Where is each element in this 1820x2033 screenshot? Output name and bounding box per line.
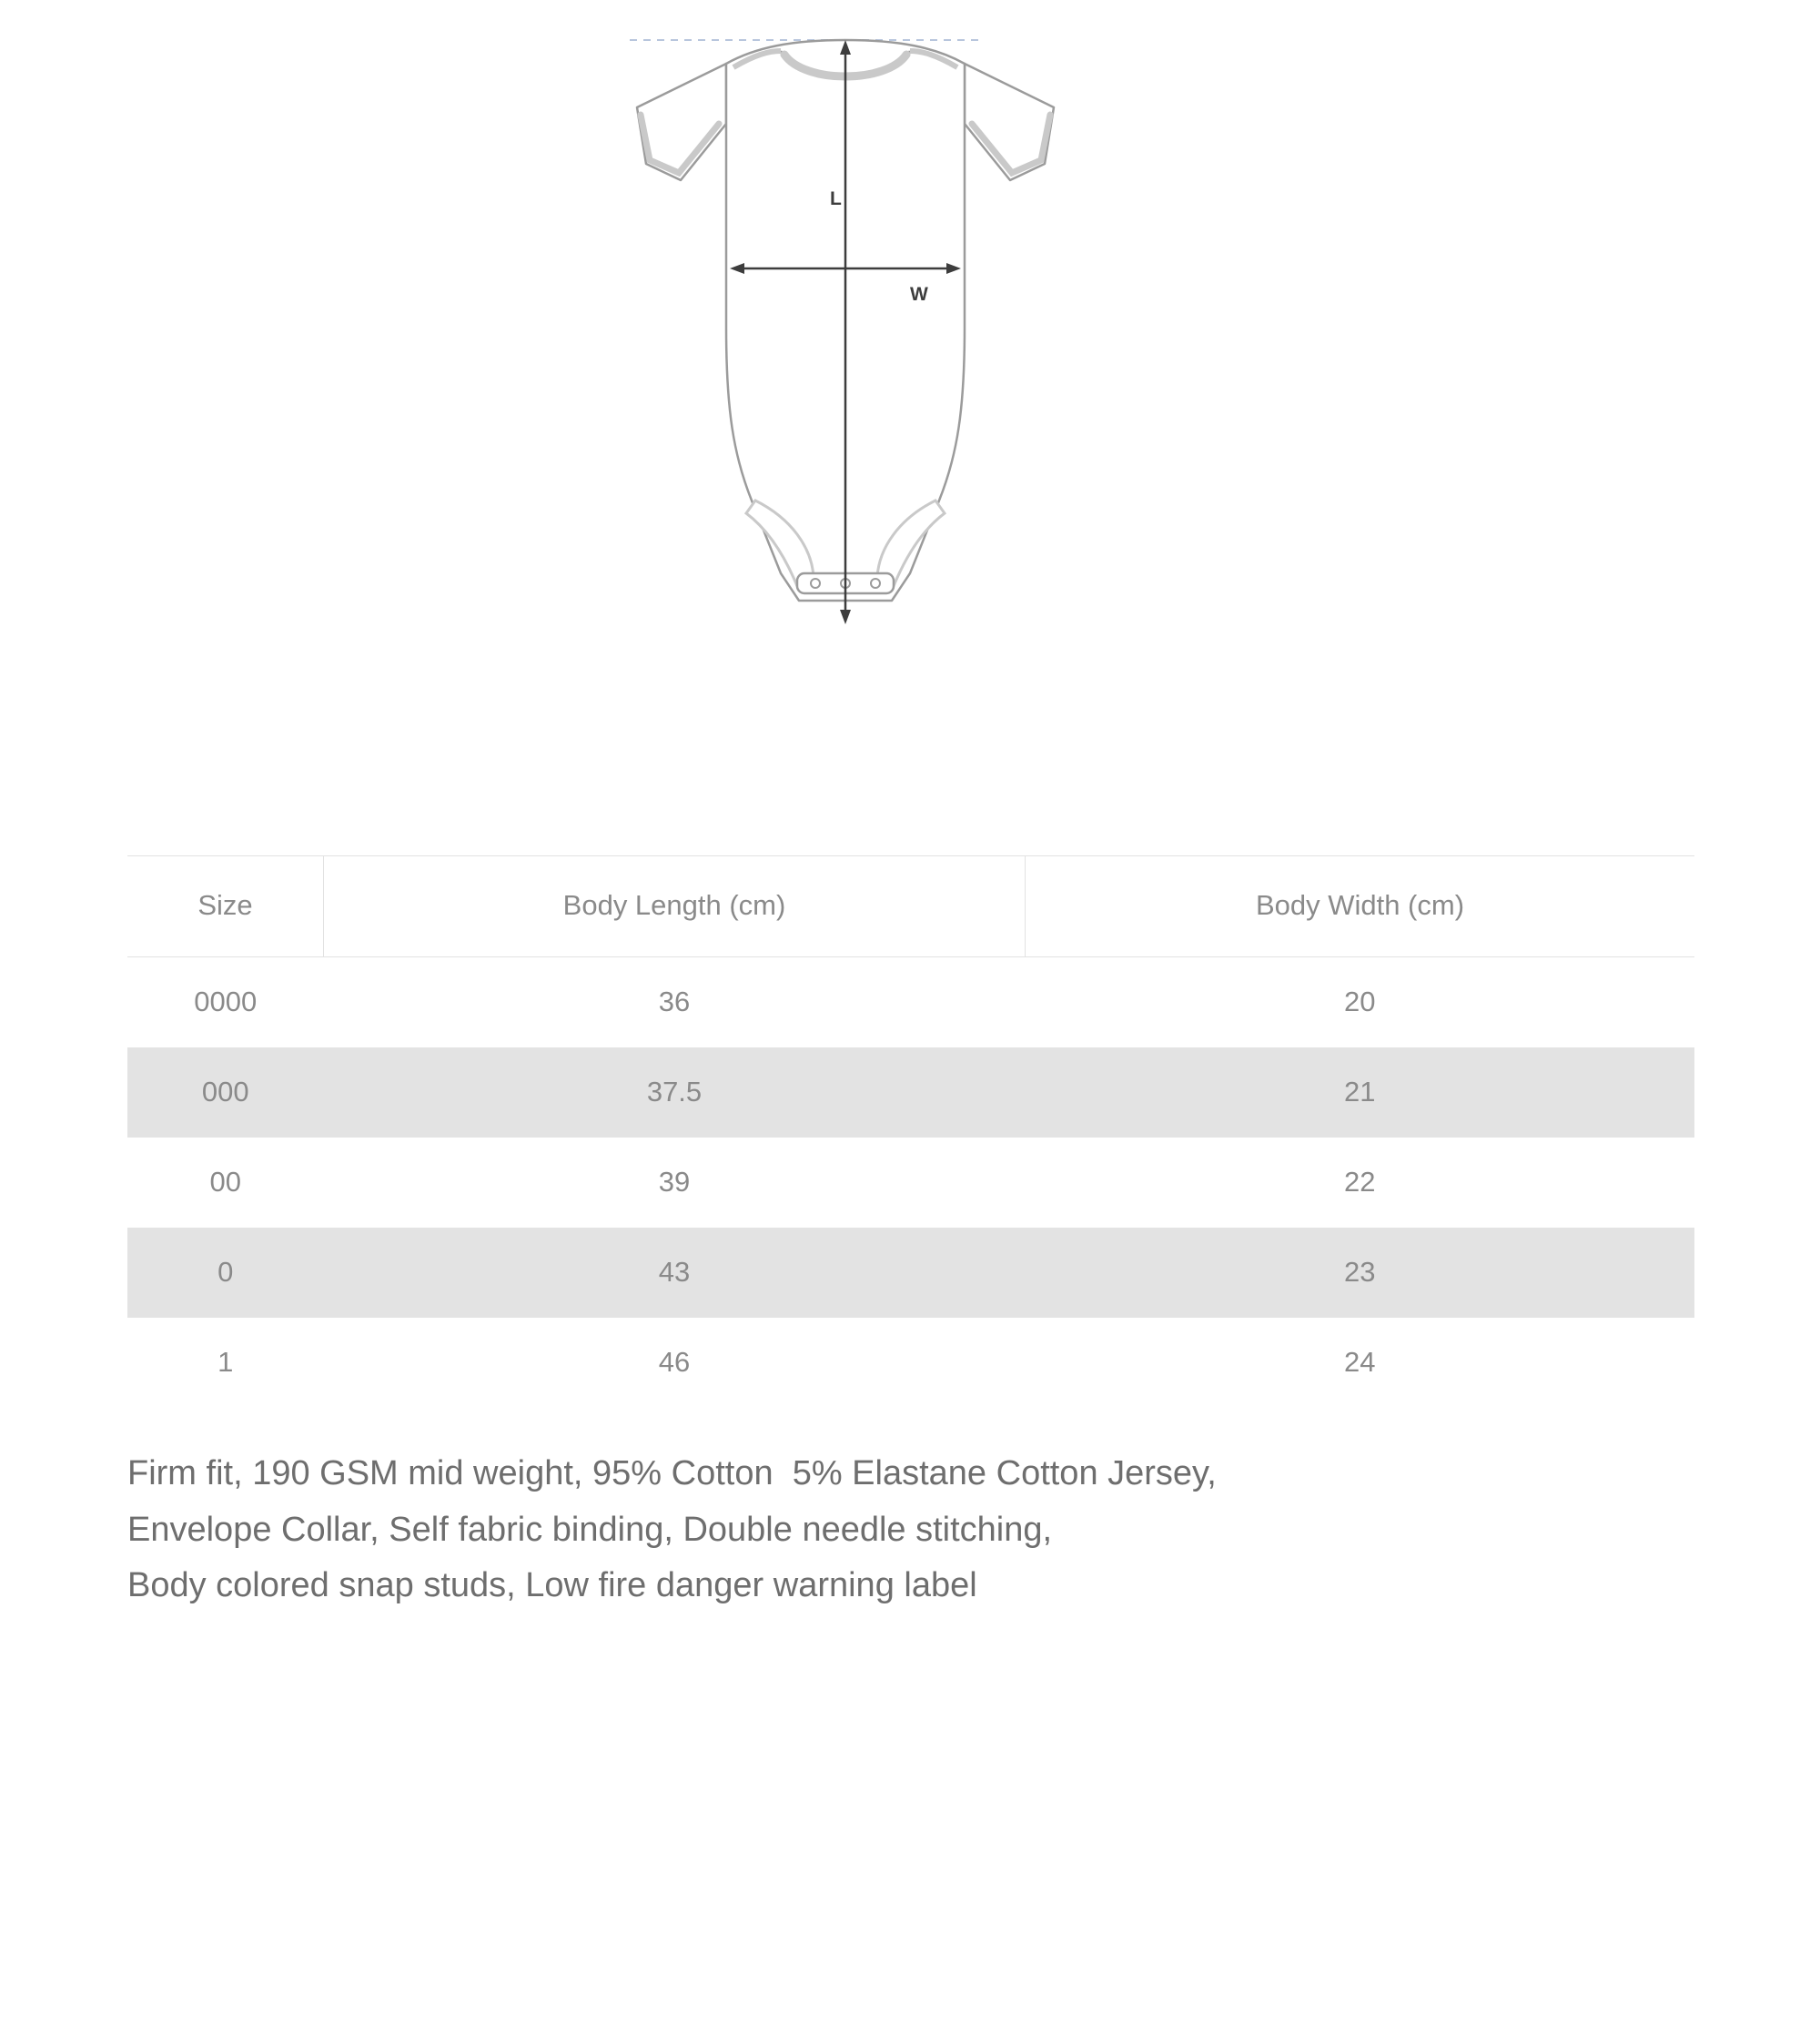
- table-row: [127, 1138, 1694, 1228]
- bodysuit-illustration: [619, 27, 1201, 828]
- snap-stud-1: [811, 579, 820, 588]
- size-table-head: [127, 856, 1694, 957]
- cell-size: 0000: [194, 986, 258, 1017]
- description-line-2: Envelope Collar, Self fabric binding, Double needle stitching,: [127, 1510, 1053, 1549]
- cell-length: 36: [658, 986, 691, 1017]
- cell-width: 21: [1026, 1047, 1695, 1138]
- length-arrow-head-bottom: [840, 610, 851, 624]
- header-size: Size: [127, 856, 324, 957]
- length-label: L: [830, 188, 842, 209]
- table-row: [127, 957, 1694, 1048]
- cell-width: 23: [1026, 1228, 1695, 1318]
- cell-size: 0: [127, 1228, 324, 1318]
- cell-width: 20: [1344, 986, 1376, 1017]
- table-row: [127, 1047, 1694, 1138]
- garment-diagram: [0, 0, 1820, 855]
- size-table-body: [127, 957, 1694, 1409]
- cell-length: 46: [658, 1346, 691, 1378]
- snap-stud-3: [871, 579, 880, 588]
- size-table: [127, 855, 1694, 1408]
- table-header-row: [127, 856, 1694, 957]
- cell-length: 43: [324, 1228, 1026, 1318]
- product-description: [127, 1408, 1693, 1614]
- description-line-3: Body colored snap studs, Low fire danger warning label: [127, 1566, 977, 1605]
- cell-width: 24: [1344, 1346, 1376, 1378]
- cell-width: 22: [1344, 1166, 1376, 1198]
- table-row: [127, 1228, 1694, 1318]
- cell-size: 000: [127, 1047, 324, 1138]
- width-label: W: [910, 284, 928, 305]
- header-body-length: Body Length (cm): [324, 856, 1026, 957]
- cell-length: 37.5: [324, 1047, 1026, 1138]
- size-table-container: [127, 855, 1693, 1408]
- cell-length: 39: [658, 1166, 691, 1198]
- header-body-width: Body Width (cm): [1026, 856, 1695, 957]
- description-line-1: Firm fit, 190 GSM mid weight, 95% Cotton 5% Elastane Cotton Jersey,: [127, 1454, 1217, 1492]
- cell-size: 00: [209, 1166, 241, 1198]
- cell-size: 1: [217, 1346, 234, 1378]
- table-row: [127, 1318, 1694, 1408]
